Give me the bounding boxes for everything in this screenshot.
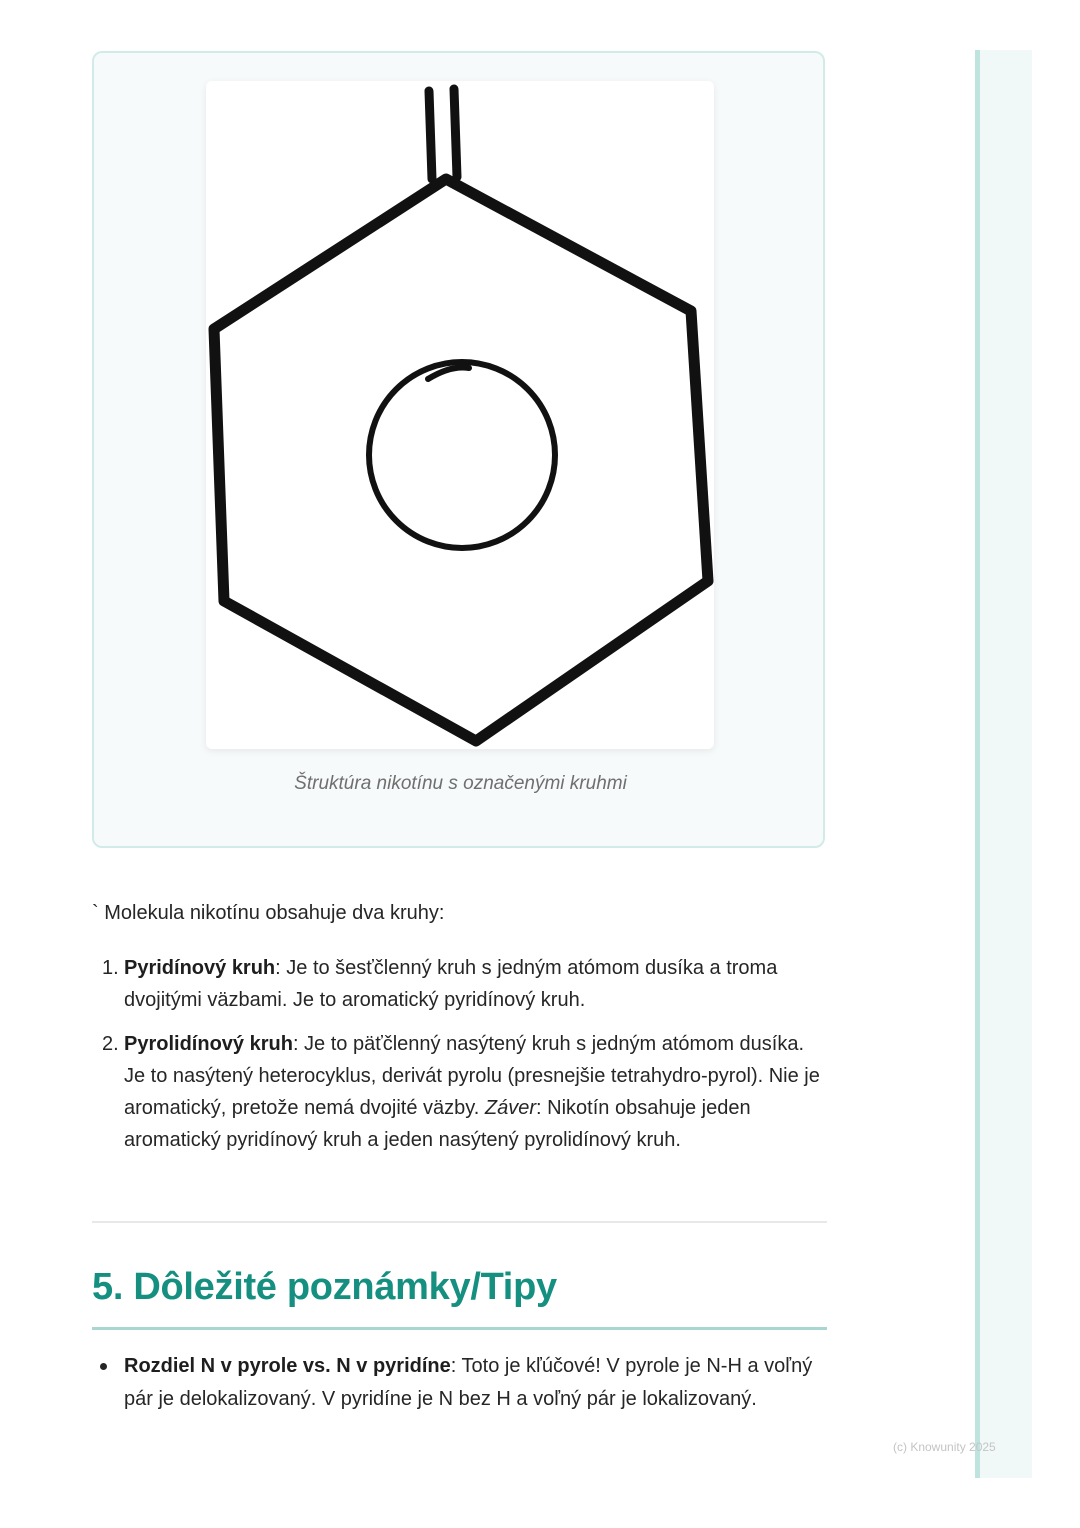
- aromatic-circle: [369, 362, 555, 548]
- list-number: 1.: [102, 957, 119, 979]
- list-item-term: Pyrolidínový kruh: [124, 1033, 293, 1055]
- double-bond-line-2: [454, 89, 457, 177]
- bullet-item: [92, 1350, 827, 1416]
- list-item-text-continued: : Nikotín obsahuje jeden aromatický pyridínový kruh a jeden nasýtený pyrolidínový kruh.: [124, 1097, 751, 1151]
- hexagon-ring: [214, 179, 708, 741]
- list-item-text: : Je to šesťčlenný kruh s jedným atómom dusíka a troma dvojitými väzbami. Je to aromatický pyridínový kruh.: [124, 957, 778, 1011]
- bullet-term: Rozdiel N v pyrole vs. N v pyridíne: [124, 1355, 451, 1377]
- list-number: 2.: [102, 1033, 119, 1055]
- bullet-list: [92, 1350, 827, 1416]
- side-panel: [975, 50, 1032, 1478]
- list-item-pyridine: [92, 952, 827, 1016]
- figure-container: [92, 51, 825, 848]
- watermark: (c) Knowunity 2025: [893, 1440, 996, 1454]
- figure-caption: Štruktúra nikotínu s označenými kruhmi: [294, 773, 627, 794]
- list-item-text: : Je to päťčlenný nasýtený kruh s jedným atómom dusíka. Je to nasýtený heterocyklus, derivát pyrolu (presnejšie tetrahydro-pyrol). Nie je aromatický, pretože nemá dvojité väzby.: [124, 1033, 820, 1119]
- numbered-list: [92, 952, 827, 1168]
- nicotine-structure-image: [206, 81, 714, 749]
- list-item-pyrrolidine: [92, 1028, 827, 1156]
- list-item-term: Pyridínový kruh: [124, 957, 276, 979]
- section-heading: 5. Dôležité poznámky/Tipy: [92, 1266, 557, 1308]
- list-item-emphasis: Záver: [484, 1097, 537, 1119]
- section-heading-underline: [92, 1327, 827, 1330]
- benzene-ring-drawing: [206, 81, 714, 749]
- intro-paragraph: ` Molekula nikotínu obsahuje dva kruhy:: [92, 902, 445, 924]
- bullet-text: : Toto je kľúčové! V pyrole je N-H a voľný pár je delokalizovaný. V pyridíne je N bez H a voľný pár je lokalizovaný.: [124, 1355, 813, 1410]
- bullet-dot-icon: [100, 1363, 107, 1370]
- double-bond-line-1: [429, 91, 432, 179]
- section-divider: [92, 1221, 827, 1223]
